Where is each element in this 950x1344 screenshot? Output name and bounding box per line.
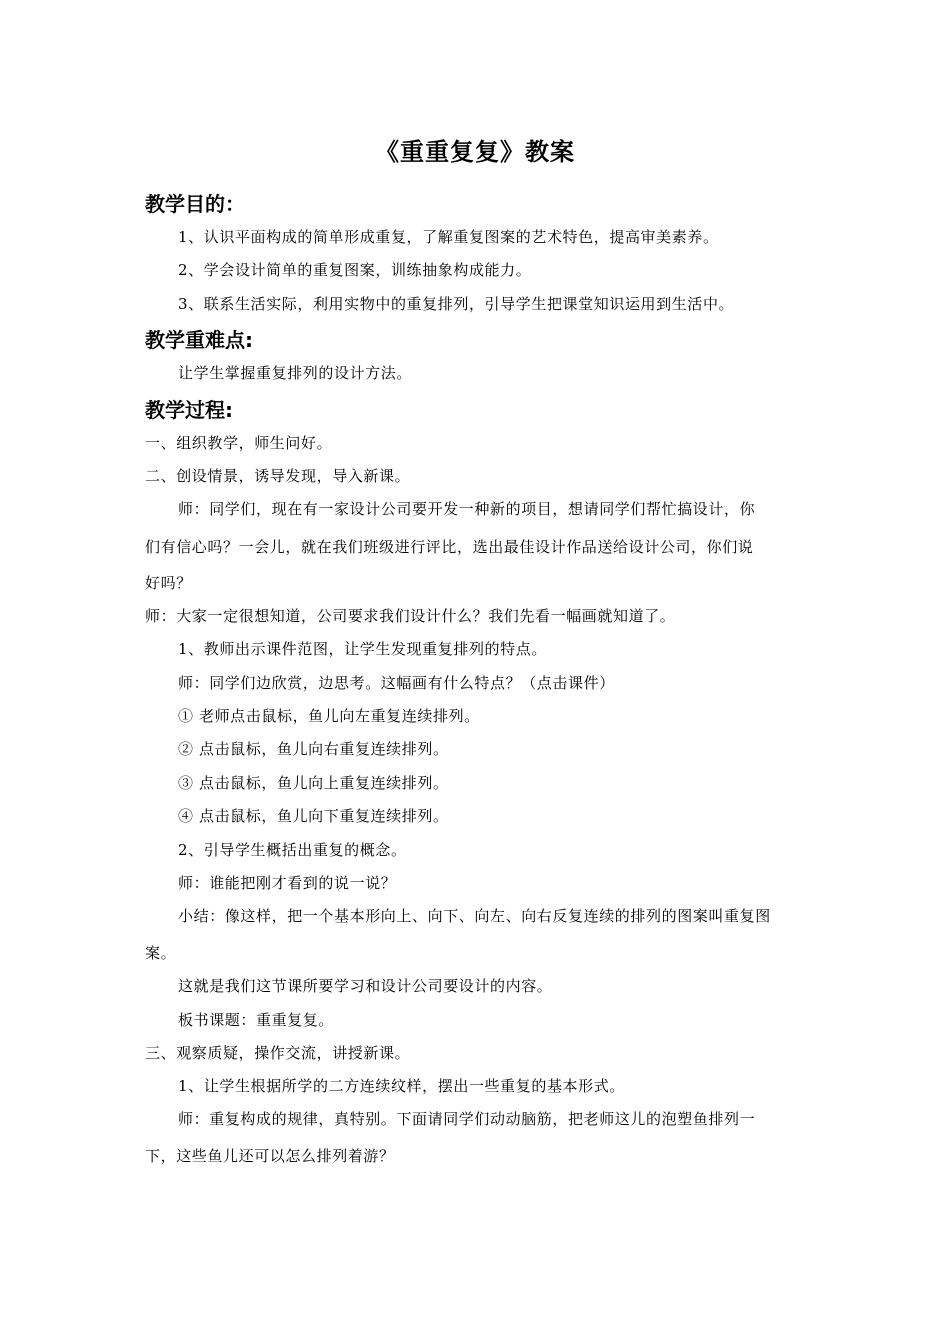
process-line: ④ 点击鼠标，鱼儿向下重复连续排列。 bbox=[178, 807, 449, 825]
process-line: ③ 点击鼠标，鱼儿向上重复连续排列。 bbox=[178, 774, 449, 792]
process-line: 1、教师出示课件范图，让学生发现重复排列的特点。 bbox=[178, 640, 547, 658]
process-line: 下，这些鱼儿还可以怎么排列着游？ bbox=[145, 1147, 395, 1165]
process-line: 三、观察质疑，操作交流，讲授新课。 bbox=[145, 1044, 411, 1062]
process-line: 师：同学们边欣赏，边思考。这幅画有什么特点？（点击课件） bbox=[178, 674, 615, 692]
process-line: 师：谁能把刚才看到的说一说？ bbox=[178, 874, 397, 892]
objective-item-1: 1、认识平面构成的简单形成重复，了解重复图案的艺术特色，提高审美素养。 bbox=[178, 228, 719, 246]
process-line: 师：大家一定很想知道，公司要求我们设计什么？我们先看一幅画就知道了。 bbox=[145, 607, 676, 625]
process-line: 这就是我们这节课所要学习和设计公司要设计的内容。 bbox=[178, 977, 553, 995]
document-title: 《重重复复》教案 bbox=[375, 138, 575, 166]
process-line: ② 点击鼠标，鱼儿向右重复连续排列。 bbox=[178, 740, 449, 758]
heading-objectives: 教学目的： bbox=[145, 192, 245, 216]
heading-process: 教学过程: bbox=[145, 398, 233, 422]
process-line: 1、让学生根据所学的二方连续纹样，摆出一些重复的基本形式。 bbox=[178, 1077, 625, 1095]
objective-item-3: 3、联系生活实际，利用实物中的重复排列，引导学生把课堂知识运用到生活中。 bbox=[178, 295, 735, 313]
process-line: 师：同学们，现在有一家设计公司要开发一种新的项目，想请同学们帮忙搞设计，你 bbox=[178, 500, 756, 518]
process-line: 一、组织教学，师生问好。 bbox=[145, 434, 333, 452]
process-line: 板书课题：重重复复。 bbox=[178, 1011, 335, 1029]
heading-keypoints: 教学重难点: bbox=[145, 328, 253, 352]
keypoints-text: 让学生掌握重复排列的设计方法。 bbox=[178, 364, 413, 382]
objective-item-2: 2、学会设计简单的重复图案，训练抽象构成能力。 bbox=[178, 261, 532, 279]
process-line: 2、引导学生概括出重复的概念。 bbox=[178, 841, 407, 859]
process-line: 师：重复构成的规律，真特别。下面请同学们动动脑筋，把老师这儿的泡塑鱼排列一 bbox=[178, 1110, 756, 1128]
process-line: 案。 bbox=[145, 944, 177, 962]
process-line: ① 老师点击鼠标，鱼儿向左重复连续排列。 bbox=[178, 707, 480, 725]
process-line: 们有信心吗？一会儿，就在我们班级进行评比，选出最佳设计作品送给设计公司，你们说 bbox=[145, 538, 754, 556]
process-line: 二、创设情景，诱导发现，导入新课。 bbox=[145, 467, 411, 485]
process-line: 好吗？ bbox=[145, 574, 192, 592]
process-line: 小结：像这样，把一个基本形向上、向下、向左、向右反复连续的排列的图案叫重复图 bbox=[178, 907, 771, 925]
